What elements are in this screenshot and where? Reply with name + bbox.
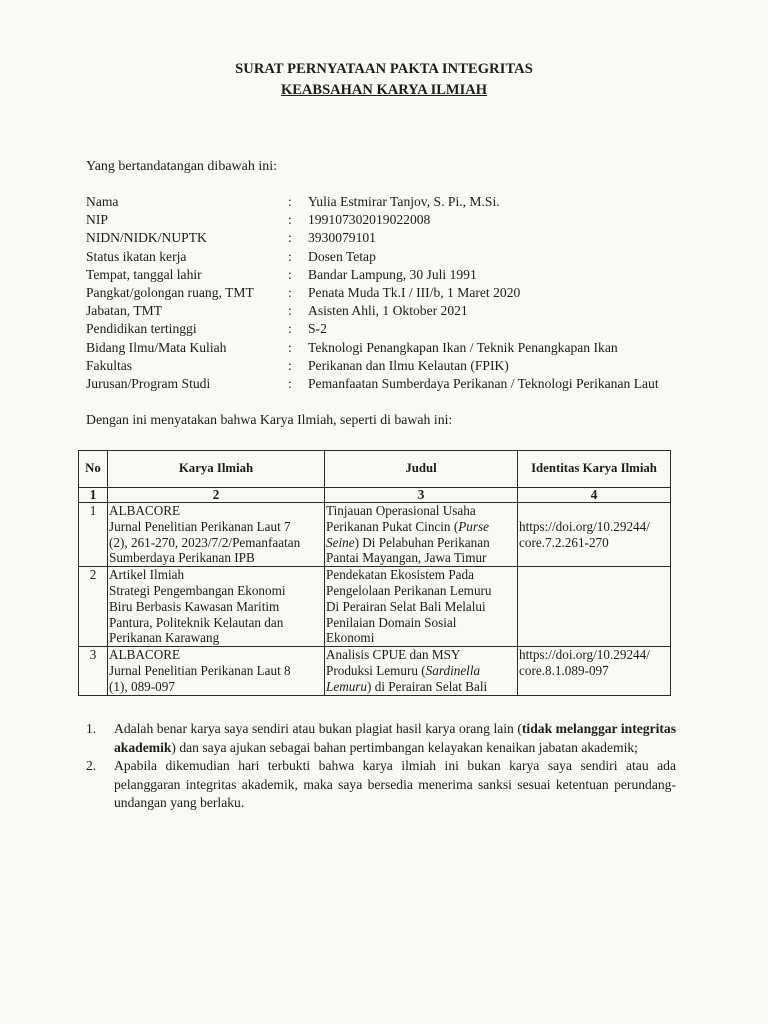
statement-text: Dengan ini menyatakan bahwa Karya Ilmiah, seperti di bawah ini: <box>86 412 453 427</box>
field-label: NIDN/NIDK/NUPTK <box>86 230 207 246</box>
header-karya: Karya Ilmiah <box>108 451 325 488</box>
identity-fields <box>86 193 659 393</box>
cell-line: Pantura, Politeknik Kelautan dan <box>109 614 284 630</box>
field-label: Bidang Ilmu/Mata Kuliah <box>86 339 227 355</box>
field-colon: : <box>288 357 292 373</box>
cell-text: Perikanan Pukat Cincin ( <box>326 518 459 534</box>
field-value: Perikanan dan Ilmu Kelautan (FPIK) <box>308 357 509 373</box>
header-judul: Judul <box>325 451 518 488</box>
field-label: Jurusan/Program Studi <box>86 375 211 391</box>
cell-line: ALBACORE <box>109 647 181 663</box>
table-column-number-row <box>79 488 671 503</box>
field-value: 3930079101 <box>308 230 376 246</box>
document-subtitle: KEABSAHAN KARYA ILMIAH <box>280 82 488 98</box>
karya-cell <box>108 503 325 567</box>
field-value: Dosen Tetap <box>308 248 376 264</box>
field-value: Teknologi Penangkapan Ikan / Teknik Penangkapan Ikan <box>308 339 618 355</box>
field-value: Yulia Estmirar Tanjov, S. Pi., M.Si. <box>308 194 500 209</box>
field-row <box>86 248 659 266</box>
identitas-cell <box>518 647 671 695</box>
field-value: Penata Muda Tk.I / III/b, 1 Maret 2020 <box>308 284 521 300</box>
field-label: Fakultas <box>86 357 133 373</box>
cell-italic-text: Lemuru <box>326 678 368 694</box>
field-label: Tempat, tanggal lahir <box>86 266 202 282</box>
cell-line: Artikel Ilmiah <box>109 567 185 583</box>
list-number: 2. <box>86 758 97 773</box>
column-number: 4 <box>518 488 671 503</box>
text-segment: ) dan saya ajukan sebagai bahan pertimbangan kelayakan kenaikan jabatan akademik; <box>171 739 638 755</box>
field-value: Asisten Ahli, 1 Oktober 2021 <box>308 303 468 319</box>
cell-line <box>326 535 516 551</box>
cell-line: Sumberdaya Perikanan IPB <box>109 550 255 566</box>
field-colon: : <box>288 230 292 246</box>
field-row <box>86 229 659 247</box>
field-row <box>86 193 659 211</box>
field-colon: : <box>288 248 292 264</box>
cell-line: Penilaian Domain Sosial <box>326 614 457 630</box>
field-label: NIP <box>86 212 108 228</box>
row-number: 1 <box>79 503 108 567</box>
field-value: Bandar Lampung, 30 Juli 1991 <box>308 266 477 282</box>
field-row <box>86 266 659 284</box>
cell-line: Tinjauan Operasional Usaha <box>326 503 476 518</box>
header-identitas: Identitas Karya Ilmiah <box>518 451 671 488</box>
column-number: 3 <box>325 488 518 503</box>
cell-line: Di Perairan Selat Bali Melalui <box>326 598 486 614</box>
row-number: 2 <box>79 567 108 647</box>
column-number: 1 <box>79 488 108 503</box>
cell-line: Biru Berbasis Kawasan Maritim <box>109 598 280 614</box>
field-row <box>86 339 659 357</box>
cell-text: ) Di Pelabuhan Perikanan <box>354 534 490 550</box>
field-colon: : <box>288 266 292 282</box>
cell-line: Pantai Mayangan, Jawa Timur <box>326 550 487 566</box>
doi-link-line[interactable]: https://doi.org/10.29244/ <box>519 647 650 663</box>
field-value: Pemanfaatan Sumberdaya Perikanan / Teknologi Perikanan Laut <box>308 375 659 391</box>
bold-text: tidak melanggar integritas akademik <box>114 721 677 755</box>
doi-link-line[interactable]: core.8.1.089-097 <box>519 662 609 678</box>
cell-italic-text: Sardinella <box>425 662 481 678</box>
text-segment: Adalah benar karya saya sendiri atau bukan plagiat hasil karya orang lain ( <box>114 721 522 736</box>
judul-cell <box>325 567 518 647</box>
identitas-cell <box>518 567 671 647</box>
table-row <box>79 567 671 647</box>
list-text: Apabila dikemudian hari terbukti bahwa karya ilmiah ini bukan karya saya sendiri atau ada pelanggaran integritas akademik, maka saya bersedia menerima sanksi sesuai ketentuan perundang-undangan yang berlaku. <box>114 758 676 810</box>
field-label: Status ikatan kerja <box>86 248 187 264</box>
field-label: Nama <box>86 194 119 209</box>
field-label: Pendidikan tertinggi <box>86 321 197 337</box>
header-no: No <box>79 451 108 488</box>
cell-line: Ekonomi <box>326 630 375 646</box>
table-row <box>79 503 671 567</box>
cell-line: Pendekatan Ekosistem Pada <box>326 567 474 583</box>
cell-line: Perikanan Karawang <box>109 630 220 646</box>
row-number: 3 <box>79 647 108 695</box>
document-title: SURAT PERNYATAAN PAKTA INTEGRITAS <box>235 61 533 77</box>
table-row <box>79 647 671 695</box>
cell-italic-text: Seine <box>326 534 355 550</box>
list-number: 1. <box>86 721 97 736</box>
cell-line: (1), 089-097 <box>109 678 175 694</box>
cell-line: (2), 261-270, 2023/7/2/Pemanfaatan <box>109 534 301 550</box>
cell-text: Produksi Lemuru ( <box>326 662 426 678</box>
field-row <box>86 302 659 320</box>
field-colon: : <box>288 339 292 355</box>
field-value: S-2 <box>308 321 327 337</box>
list-text <box>114 720 676 757</box>
cell-italic-text: Purse <box>458 518 489 534</box>
field-colon: : <box>288 375 292 391</box>
declaration-points <box>86 720 676 813</box>
cell-line: Jurnal Penelitian Perikanan Laut 7 <box>109 518 291 534</box>
cell-line <box>326 663 516 679</box>
cell-line <box>326 519 516 535</box>
list-item <box>86 720 676 757</box>
column-number: 2 <box>108 488 325 503</box>
cell-line: Analisis CPUE dan MSY <box>326 647 461 663</box>
field-row <box>86 211 659 229</box>
karya-cell <box>108 647 325 695</box>
field-colon: : <box>288 321 292 337</box>
list-item <box>86 757 676 813</box>
judul-cell <box>325 503 518 567</box>
intro-text: Yang bertandatangan dibawah ini: <box>86 159 278 174</box>
table-header-row <box>79 451 671 488</box>
field-row <box>86 375 659 393</box>
field-colon: : <box>288 212 292 228</box>
field-row <box>86 284 659 302</box>
field-row <box>86 357 659 375</box>
field-label: Jabatan, TMT <box>86 303 163 319</box>
cell-line: Strategi Pengembangan Ekonomi <box>109 582 286 598</box>
karya-cell <box>108 567 325 647</box>
field-colon: : <box>288 194 292 209</box>
cell-line: Jurnal Penelitian Perikanan Laut 8 <box>109 662 291 678</box>
cell-line: ALBACORE <box>109 503 181 518</box>
doi-link-line[interactable]: https://doi.org/10.29244/ <box>519 518 650 534</box>
cell-line <box>326 679 516 695</box>
field-colon: : <box>288 284 292 300</box>
identitas-cell <box>518 503 671 567</box>
doi-link-line[interactable]: core.7.2.261-270 <box>519 534 609 550</box>
field-value: 199107302019022008 <box>308 212 431 228</box>
karya-table <box>78 450 671 696</box>
cell-text: ) di Perairan Selat Bali <box>367 678 488 694</box>
field-row <box>86 320 659 338</box>
judul-cell <box>325 647 518 695</box>
field-colon: : <box>288 303 292 319</box>
cell-line: Pengelolaan Perikanan Lemuru <box>326 582 492 598</box>
field-label: Pangkat/golongan ruang, TMT <box>86 284 254 300</box>
